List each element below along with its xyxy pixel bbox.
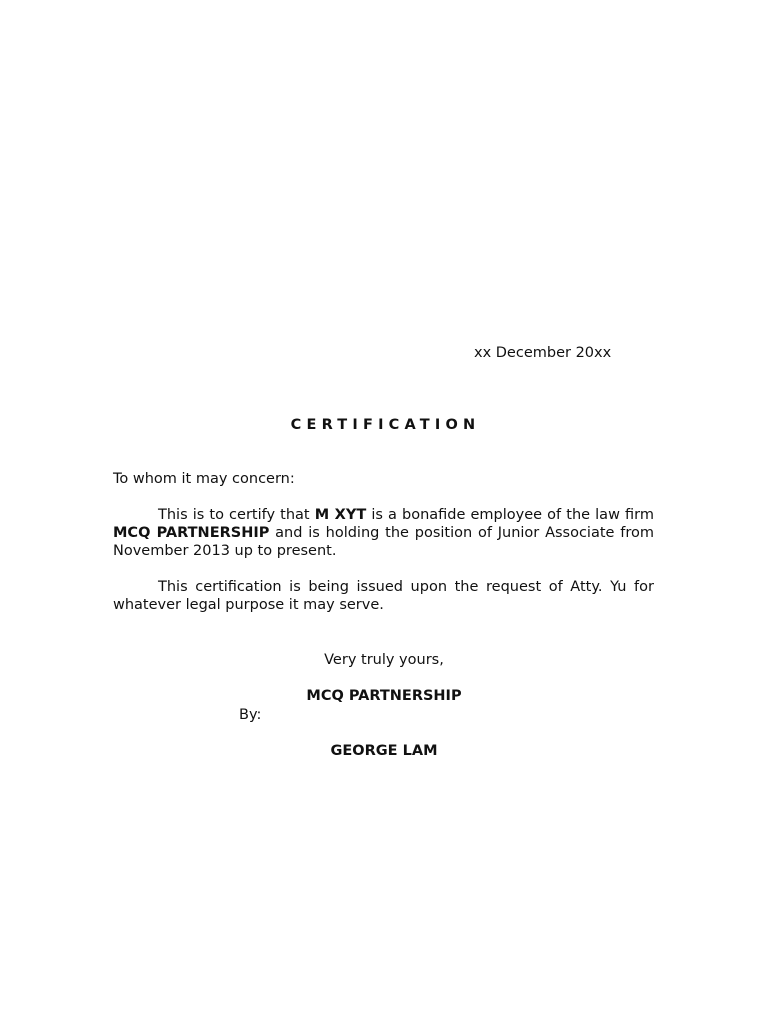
closing: Very truly yours, [324, 652, 444, 668]
document-title: CERTIFICATION [290, 417, 481, 433]
firm-name: MCQ PARTNERSHIP [113, 525, 270, 541]
paragraph-2-text: This certification is being issued upon the request of Atty. Yu for whatever legal purpose it may serve. [113, 579, 654, 613]
by-label: By: [239, 707, 262, 723]
letter-date: xx December 20xx [474, 345, 612, 361]
signer-name: GEORGE LAM [330, 743, 438, 759]
paragraph-1 [113, 506, 654, 560]
paragraph-1-text-b: is a bonafide employee of the law firm [366, 507, 654, 523]
paragraph-1-text-c: and is holding the position of Junior Associate from November 2013 up to present. [113, 525, 654, 559]
paragraph-1-text-a: This is to certify that [158, 507, 315, 523]
employee-name: M XYT [314, 507, 367, 523]
paragraph-2 [113, 578, 654, 614]
signature-firm: MCQ PARTNERSHIP [306, 688, 462, 704]
salutation: To whom it may concern: [113, 471, 295, 487]
